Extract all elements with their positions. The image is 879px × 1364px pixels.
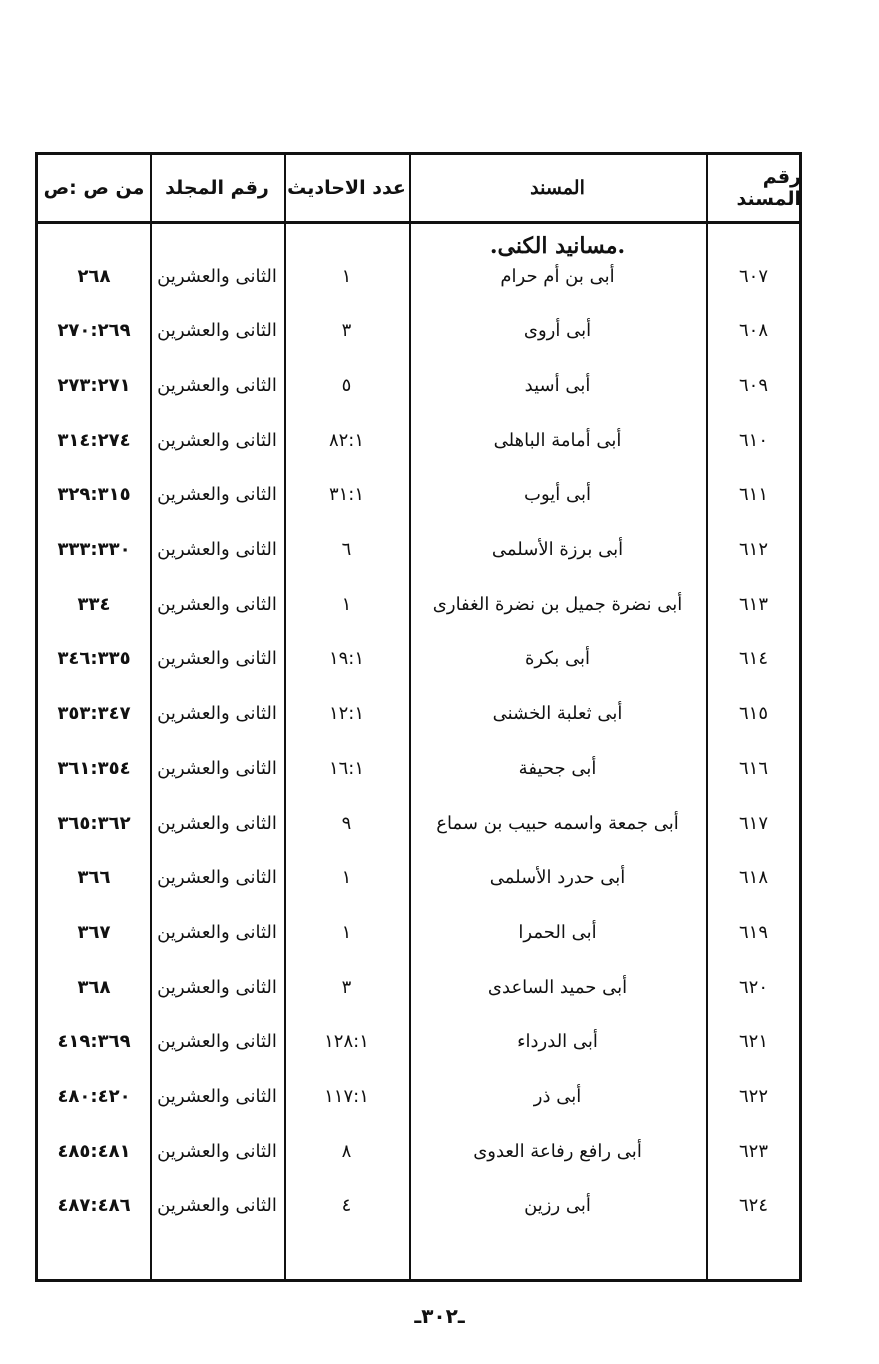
volume-number-cell: الثانى والعشرين — [157, 1031, 277, 1053]
hadith-count-cell: ١٦:١ — [328, 757, 365, 779]
header-hadith-count: عدد الاحاديث — [287, 177, 406, 199]
hadith-count-cell: ٦ — [341, 539, 352, 560]
table-row — [38, 960, 799, 1014]
musnad-number-cell: ٦٠٩ — [739, 374, 769, 396]
musnad-name-cell: أبى الحمرا — [518, 921, 597, 943]
volume-number-cell: الثانى والعشرين — [157, 648, 277, 670]
table-row — [38, 1070, 799, 1124]
table-row — [38, 358, 799, 412]
hadith-count-cell: ١٢:١ — [328, 703, 365, 725]
musnad-name-cell: أبى أمامة الباهلى — [493, 429, 622, 451]
musnad-name-cell: أبى ذر — [533, 1086, 582, 1107]
section-title: .مسانيد الكنى. — [489, 233, 626, 259]
table-row — [38, 851, 799, 905]
volume-number-cell: الثانى والعشرين — [157, 757, 277, 779]
musnad-number-cell: ٦٢٠ — [739, 976, 769, 998]
musnad-name-cell: أبى بكرة — [524, 648, 591, 670]
musnad-number-cell: ٦١٩ — [739, 921, 769, 943]
table-row — [38, 523, 799, 577]
page-number: ـ٣٠٢ـ — [414, 1304, 465, 1328]
page-range-cell: ٣٢٩:٣١٥ — [57, 484, 131, 506]
musnad-name-cell: أبى برزة الأسلمى — [491, 539, 624, 560]
musnad-name-cell: أبى الدرداء — [517, 1031, 598, 1053]
musnad-index-table — [35, 152, 802, 1282]
volume-number-cell: الثانى والعشرين — [157, 265, 277, 287]
table-row — [38, 796, 799, 850]
header-page-range: من ص :ص — [43, 177, 145, 199]
table-row — [38, 1124, 799, 1178]
volume-number-cell: الثانى والعشرين — [157, 484, 277, 506]
table-row — [38, 468, 799, 522]
musnad-name-cell: أبى أروى — [523, 320, 592, 342]
hadith-count-cell: ١ — [341, 921, 352, 943]
hadith-count-cell: ١١٧:١ — [324, 1086, 369, 1107]
hadith-count-cell: ١ — [341, 867, 352, 889]
table-row — [38, 741, 799, 795]
hadith-count-cell: ٨ — [341, 1140, 352, 1162]
header-musnad-number: رقم المسند — [736, 166, 801, 210]
musnad-number-cell: ٦٢٣ — [739, 1140, 769, 1162]
volume-number-cell: الثانى والعشرين — [157, 812, 277, 834]
musnad-name-cell: أبى رزين — [524, 1195, 591, 1217]
hadith-count-cell: ٣ — [341, 976, 352, 998]
volume-number-cell: الثانى والعشرين — [157, 867, 277, 889]
page-range-cell: ٣٦٧ — [77, 921, 111, 943]
page-range-cell: ٣٣٣:٣٣٠ — [57, 539, 131, 560]
musnad-number-cell: ٦٠٧ — [739, 265, 769, 287]
musnad-name-cell: أبى ثعلبة الخشنى — [492, 703, 623, 725]
musnad-number-cell: ٦١٦ — [739, 757, 769, 779]
volume-number-cell: الثانى والعشرين — [157, 1086, 277, 1107]
header-divider — [38, 221, 799, 224]
musnad-number-cell: ٦١١ — [739, 484, 769, 506]
volume-number-cell: الثانى والعشرين — [157, 320, 277, 342]
table-row — [38, 304, 799, 358]
page-range-cell: ٣٦٨ — [77, 976, 111, 998]
musnad-number-cell: ٦١٧ — [739, 812, 769, 834]
musnad-number-cell: ٦٢٤ — [739, 1195, 769, 1217]
hadith-count-cell: ١٩:١ — [328, 648, 365, 670]
volume-number-cell: الثانى والعشرين — [157, 703, 277, 725]
table-row — [38, 1015, 799, 1069]
page-range-cell: ٤٨٠:٤٢٠ — [57, 1086, 131, 1107]
volume-number-cell: الثانى والعشرين — [157, 539, 277, 560]
musnad-number-cell: ٦١٨ — [739, 867, 769, 889]
table-row — [38, 687, 799, 741]
musnad-name-cell: أبى بن أم حرام — [500, 265, 615, 287]
volume-number-cell: الثانى والعشرين — [157, 1195, 277, 1217]
musnad-number-cell: ٦١٢ — [739, 539, 769, 560]
hadith-count-cell: ٨٢:١ — [328, 429, 365, 451]
table-row — [38, 1179, 799, 1233]
page-range-cell: ٤١٩:٣٦٩ — [57, 1031, 131, 1053]
musnad-name-cell: أبى حدرد الأسلمى — [489, 867, 626, 889]
musnad-number-cell: ٦٢٢ — [739, 1086, 769, 1107]
table-row — [38, 413, 799, 467]
volume-number-cell: الثانى والعشرين — [157, 976, 277, 998]
volume-number-cell: الثانى والعشرين — [157, 429, 277, 451]
hadith-count-cell: ٤ — [341, 1195, 352, 1217]
hadith-count-cell: ٣ — [341, 320, 352, 342]
hadith-count-cell: ٣١:١ — [328, 484, 365, 506]
table-row — [38, 632, 799, 686]
musnad-name-cell: أبى أسيد — [524, 374, 591, 396]
table-row — [38, 905, 799, 959]
musnad-name-cell: أبى حميد الساعدى — [487, 976, 628, 998]
musnad-number-cell: ٦١٥ — [739, 703, 769, 725]
page-range-cell: ٢٧٠:٢٦٩ — [57, 320, 131, 342]
volume-number-cell: الثانى والعشرين — [157, 921, 277, 943]
page-range-cell: ٣٤٦:٣٣٥ — [57, 648, 131, 670]
page-range-cell: ٣٣٤ — [77, 593, 111, 615]
hadith-count-cell: ١ — [341, 593, 352, 615]
page-range-cell: ٤٨٥:٤٨١ — [57, 1140, 131, 1162]
page-range-cell: ٢٦٨ — [77, 265, 111, 287]
hadith-count-cell: ٩ — [341, 812, 352, 834]
musnad-number-cell: ٦٢١ — [739, 1031, 769, 1053]
hadith-count-cell: ١٢٨:١ — [324, 1031, 369, 1053]
musnad-name-cell: أبى جحيفة — [518, 757, 597, 779]
page-range-cell: ٣١٤:٢٧٤ — [57, 429, 131, 451]
volume-number-cell: الثانى والعشرين — [157, 374, 277, 396]
page-range-cell: ٣٥٣:٣٤٧ — [57, 703, 131, 725]
musnad-name-cell: أبى نضرة جميل بن نضرة الغفارى — [432, 593, 683, 615]
musnad-name-cell: أبى أيوب — [524, 484, 591, 506]
musnad-name-cell: أبى رافع رفاعة العدوى — [473, 1140, 642, 1162]
musnad-name-cell: أبى جمعة واسمه حبيب بن سماع — [436, 812, 679, 834]
table-row — [38, 249, 799, 303]
page-range-cell: ٢٧٣:٢٧١ — [57, 374, 131, 396]
table-row — [38, 577, 799, 631]
musnad-number-cell: ٦٠٨ — [739, 320, 769, 342]
musnad-number-cell: ٦١٠ — [739, 429, 769, 451]
musnad-number-cell: ٦١٣ — [739, 593, 769, 615]
volume-number-cell: الثانى والعشرين — [157, 593, 277, 615]
header-volume-number: رقم المجلد — [165, 177, 269, 199]
page-range-cell: ٣٦٥:٣٦٢ — [57, 812, 131, 834]
page-range-cell: ٤٨٧:٤٨٦ — [57, 1195, 131, 1217]
musnad-number-cell: ٦١٤ — [739, 648, 769, 670]
hadith-count-cell: ٥ — [341, 374, 352, 396]
page-range-cell: ٣٦٦ — [77, 867, 111, 889]
page-range-cell: ٣٦١:٣٥٤ — [57, 757, 131, 779]
header-musnad: المسند — [530, 177, 585, 199]
volume-number-cell: الثانى والعشرين — [157, 1140, 277, 1162]
hadith-count-cell: ١ — [341, 265, 352, 287]
